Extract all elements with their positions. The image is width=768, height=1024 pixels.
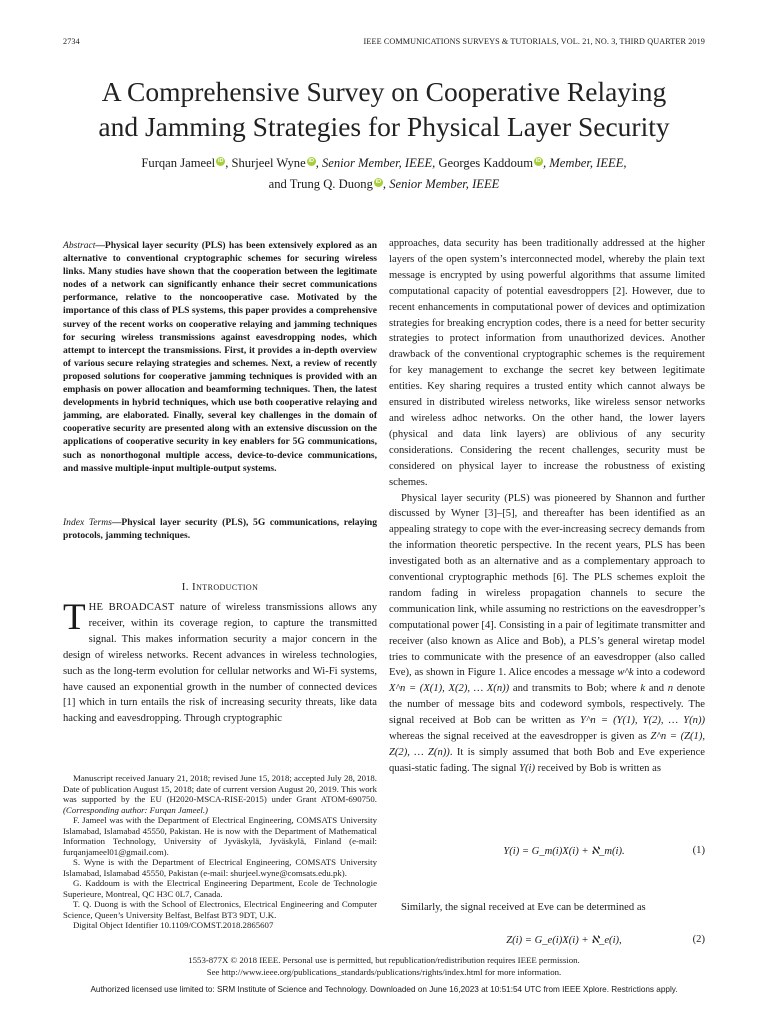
intro-lead-caps: HE BROADCAST [88,602,175,613]
intro-paragraph [63,597,377,727]
math-inline: Z^n = (Z(1), Z(2), … Z(n)) [389,731,706,758]
index-terms-lead: Index Terms [63,517,112,528]
orcid-icon[interactable]: iD [375,179,382,185]
orcid-icon[interactable]: iD [535,158,542,164]
orcid-icon[interactable]: iD [308,158,314,164]
footnote-affiliation: S. Wyne is with the Department of Electrical Engineering, COMSATS University Islamabad, Islamabad 45550, Pakistan (e-mail: shurjeel.wyne@comsats.edu.pk). [63,857,377,878]
footnote-doi: Digital Object Identifier 10.1109/COMST.2018.2865607 [73,920,274,930]
footnote-received: Manuscript received January 21, 2018; revised June 15, 2018; accepted July 28, 2018. Date of publication August 15, 2018; date of current version August 20, 2019. This work was supported by the EU (H2020-MSCA-RISE-2015) under Grant ATOM-690750. (Corresponding author: Furqan Jameel.) [63,773,377,815]
author-2-role: , Senior Member, IEEE, [315,156,436,170]
paragraph: Physical layer security (PLS) was pioneered by Shannon and further discussed by Wyner [3]–[5], and thereafter has been identified as an appealing strategy to cope with the ever-increasing secrecy demands from the information theoretic perspective. In the recent years, PLS has been investigated both as an alternative and as a complementary approach to conventional cryptographic methods [6]. The PLS schemes exploit the random fading in wireless propagation channels to secure the communication link, while assuming no restrictions on the eavesdropper’s computational power [4]. Consisting in a pair of legitimate transmitter and receiver (also known as Alice and Bob), a PLS’s general wiretap model tries to communicate with the presence of an eavesdropper (also called Eve), as shown in Figure 1. Alice encodes a message w^k into a codeword X^n = (X(1), X(2), … X(n)) and transmits to Bob; where k and n denote the number of message bits and codeword symbols, respectively. The signal received at Bob can be written as Y^n = (Y(1), Y(2), … Y(n)) whereas the signal received at the eavesdropper is given as Z^n = (Z(1), Z(2), … Z(n)). It is simply assumed that both Bob and Eve experience quasi-static fading. The signal Y(i) received by Bob is written as [389,492,706,774]
right-column-body [389,236,705,777]
math-inline: w^k [617,667,634,679]
author-2: , Shurjeel Wyne [225,156,306,170]
intro-body: nature of wireless transmissions allows any receiver, within its coverage region, to capture the transmitted signal. This makes information security a major concern in the design of wireless networks. Recent advances in wireless technologies, such as the long-term evolution for cellular networks and Wi-Fi systems, have caused an exponential growth in the number of connected devices [1] which in turn entails the risk of increasing security threats, like data hacking and eavesdropping. Through cryptographic [63,602,377,725]
math-inline: n [667,683,674,695]
author-3-role: , Member, IEEE, [543,156,627,170]
math-inline: X^n = (X(1), X(2), … X(n)) [389,683,510,695]
section-heading-text: I. Introduction [181,581,259,593]
author-1: Furqan Jameel [141,156,216,170]
copyright-line-1: 1553-877X © 2018 IEEE. Personal use is permitted, but republication/redistribution requires IEEE permission. [188,955,580,965]
footnote-affiliation: T. Q. Duong is with the School of Electronics, Electrical Engineering and Computer Science, Queen’s University Belfast, Belfast BT3 9DT, U.K. [63,899,377,920]
index-terms-body: —Physical layer security (PLS), 5G communications, relaying protocols, jamming techniques. [63,517,378,542]
page-number: 2734 [63,37,80,46]
orcid-icon[interactable]: iD [217,158,224,164]
paragraph: approaches, data security has been traditionally addressed at the higher layers of the open system’s interconnected model, whereby the plain text message is encrypted by using powerful algorithms that assume limited computational capacity of potential eavesdroppers [2]. However, due to recent enhancements in computational power of devices and optimization strategies for breaking encryption codes, there is a need for better security strategies to protect information from unauthorized devices. Another drawback of the conventional cryptographic schemes is the requirement for key management to exchange the secret key between legitimate entities. Key sharing requires a trusted entity which cannot always be ensured in distributed wireless networks, like wireless sensor networks and wireless adhoc networks. On the other hand, the lower layers (physical and data link layers) are oblivious of any security considerations. Considering the recent challenges, security must be considered on physical layer to increase the robustness of existing schemes. [389,238,705,488]
author-line-1 [40,153,728,174]
math-inline: Y(i) [519,762,536,774]
index-terms [63,516,377,542]
running-head: IEEE COMMUNICATIONS SURVEYS & TUTORIALS, VOL. 21, NO. 3, THIRD QUARTER 2019 [363,37,705,46]
math-inline: k [640,683,646,695]
math-inline: Y^n = (Y(1), Y(2), … Y(n)) [580,715,705,727]
equation-number: (2) [692,934,705,945]
author-4: and Trung Q. Duong [268,177,373,191]
footnotes [63,773,377,931]
abstract-lead: Abstract [63,240,96,251]
abstract [63,239,377,475]
equation-expression: Z(i) = G_e(i)X(i) + ℵ_e(i), [506,935,622,946]
footnote-affiliation: F. Jameel was with the Department of Electrical Engineering, COMSATS University Islamabad, Islamabad 45550, Pakistan. He is now with the Department of Mathematical Information Technology, University of Jyväskylä, Jyväskylä, Finland (e-mail: furqanjameel01@gmail.com). [63,815,377,857]
equation-number: (1) [692,845,705,856]
license-notice: Authorized licensed use limited to: SRM Institute of Science and Technology. Downloaded on June 16,2023 at 10:51:54 UTC from IEEE Xplore. Restrictions apply. [90,985,678,994]
author-line-2 [40,174,728,195]
author-3: Georges Kaddoum [435,156,533,170]
paper-title [40,74,728,144]
title-line-2: and Jamming Strategies for Physical Layer Security [98,111,670,142]
equation-expression: Y(i) = G_m(i)X(i) + ℵ_m(i). [503,846,625,857]
author-4-role: , Senior Member, IEEE [382,177,500,191]
copyright-notice [40,955,728,978]
drop-cap: T [63,597,86,638]
abstract-body: —Physical layer security (PLS) has been extensively explored as an alternative to conventional cryptographic schemes for securing wireless links. Many studies have shown that the cooperation between the legitimate nodes of a network can significantly enhance their secret communications performance, relative to the noncooperative case. Motivated by the importance of this class of PLS systems, this paper provides a comprehensive survey of the recent works on cooperative relaying and jamming techniques for securing wireless transmissions against eavesdropping nodes, which attempt to intercept the transmissions. First, it provides a in-depth overview of various secure relaying strategies and schemes. Next, a review of recently proposed solutions for cooperative jamming techniques is provided with an emphasis on power allocation and beamforming techniques. Then, the latest developments in hybrid techniques, which use both cooperative relaying and jamming, are elaborated. Finally, several key challenges in the domain of cooperative security are presented along with an extensive discussion on the applications of cooperative security in key enablers for 5G communications, such as nonorthogonal multiple access, device-to-device communications, and massive multiple-input multiple-output systems. [63,240,377,474]
title-line-1: A Comprehensive Survey on Cooperative Relaying [101,76,667,107]
copyright-line-2[interactable]: See http://www.ieee.org/publications_standards/publications/rights/index.html for more information. [206,966,562,977]
footnote-affiliation: G. Kaddoum is with the Electrical Engineering Department, Ecole de Technologie Superieure, Montreal, QC H3C 0L7, Canada. [63,878,377,899]
paragraph: Similarly, the signal received at Eve can be determined as [401,902,646,913]
section-heading [63,581,377,593]
